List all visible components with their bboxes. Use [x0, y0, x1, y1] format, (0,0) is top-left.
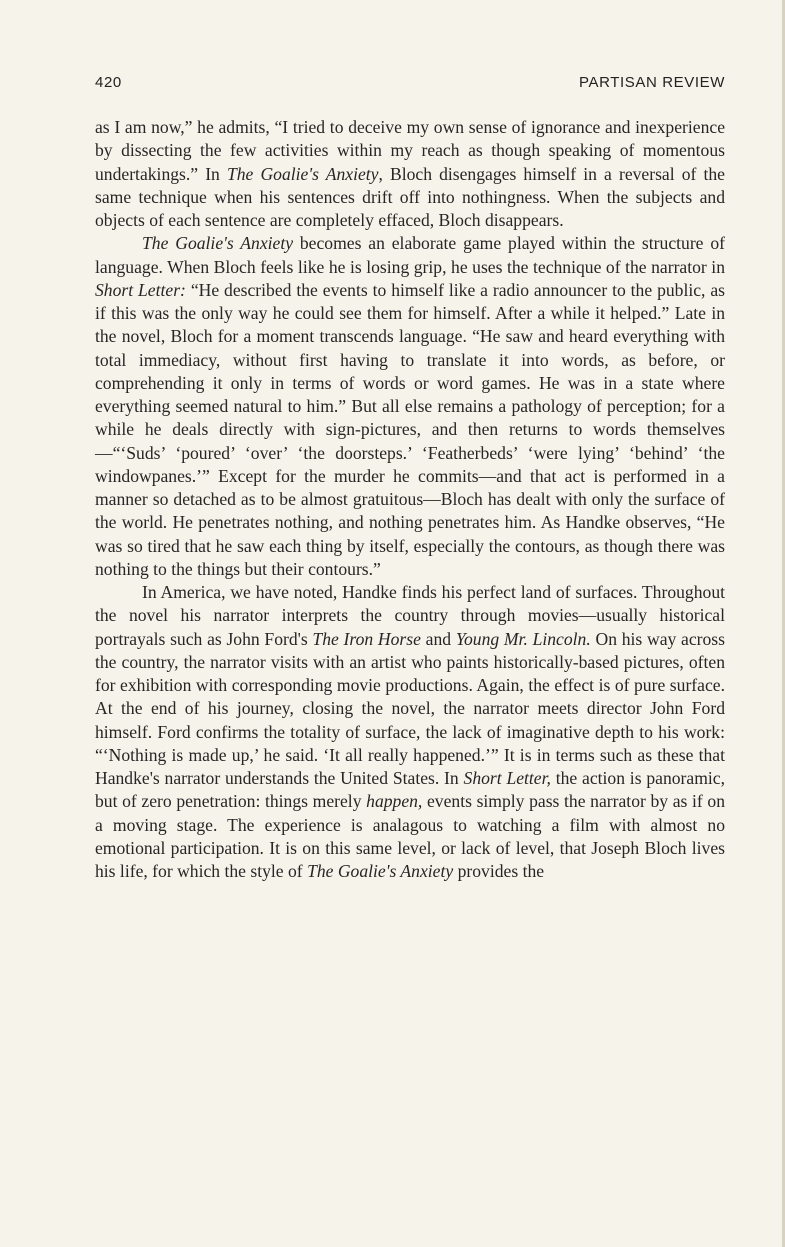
italic-title: Young Mr. Lincoln. — [455, 628, 591, 649]
text-run: the action is panoramic, but of zero penetration: things merely — [95, 768, 725, 812]
text-run: “He described the events to himself like a radio announcer to the public, as if this was the only way he could see them for himself. After a while it helped.” Late in the novel, Bloch for a moment transcends language. “He saw and heard everything with total immediacy, without first having to translate it into words, as before, or comprehending it only in terms of words or word games. He was in a state where everything seemed natural to him.” But all else remains a pathology of perception; for a while he deals directly with sign-pictures, and then returns to words themselves—“‘Suds’ ‘poured’ ‘over’ ‘the doorsteps.’ ‘Featherbeds’ ‘were lying’ ‘behind’ ‘the windowpanes.’” Except for the murder he commits—and that act is performed in a manner so detached as to be almost gratuitous—Bloch has dealt with only the surface of the world. He penetrates nothing, and nothing penetrates him. As Handke observes, “He was so tired that he saw each thing by itself, especially the contours, as though there was nothing to the things but their contours.” — [95, 279, 725, 579]
italic-title: Short Letter, — [463, 768, 551, 788]
italic-title: The Goalie's Anxiety — [226, 163, 379, 184]
text-run: provides the — [453, 861, 545, 881]
italic-title: Short Letter: — [95, 279, 186, 300]
running-head: PARTISAN REVIEW — [579, 74, 725, 91]
italic-title: The Goalie's Anxiety — [307, 861, 454, 881]
text-run: , Bloch disengages himself in a reversal of the same technique when his sentences drift off into nothingness. When the subjects and objects of each sentence are completely effaced, Bloch disappears. — [95, 163, 725, 230]
italic-title: The Iron Horse — [312, 628, 421, 649]
text-run: On his way across the country, the narrator visits with an artist who paints historically-based pictures, often for exhibition with corresponding movie productions. Again, the effect is of pure surface. At the end of his journey, closing the novel, the narrator meets director John Ford himself. Ford confirms the totality of surface, the lack of imaginative depth to his work: “‘Nothing is made up,’ he said. ‘It all really happened.’” It is in terms such as these that Handke's narrator understands the United States. In — [95, 628, 725, 788]
page-number: 420 — [95, 74, 122, 91]
article-body — [95, 116, 725, 883]
paragraph-1 — [95, 116, 725, 232]
italic-title: The Goalie's Anxiety — [142, 233, 294, 254]
text-run: and — [420, 628, 456, 649]
text-run: In America, we have noted, Handke finds his perfect land of surfaces. Throughout the novel his narrator interprets the country through movies—usually historical portrayals such as John Ford's — [95, 582, 725, 649]
italic-title: happen, — [366, 791, 423, 812]
paragraph-3 — [95, 581, 725, 883]
text-run: as I am now,” he admits, “I tried to deceive my own sense of ignorance and inexperience by dissecting the few activities within my reach as though speaking of momentous undertakings.” In — [95, 117, 725, 184]
text-run: events simply pass the narrator by as if on a moving stage. The experience is analagous to watching a film with almost no emotional participation. It is on this same level, or lack of level, that Joseph Bloch lives his life, for which the style of — [95, 791, 725, 881]
page-header — [95, 74, 725, 98]
paragraph-2 — [95, 232, 725, 581]
text-run: becomes an elaborate game played within the structure of language. When Bloch feels like he is losing grip, he uses the technique of the narrator in — [95, 233, 725, 277]
